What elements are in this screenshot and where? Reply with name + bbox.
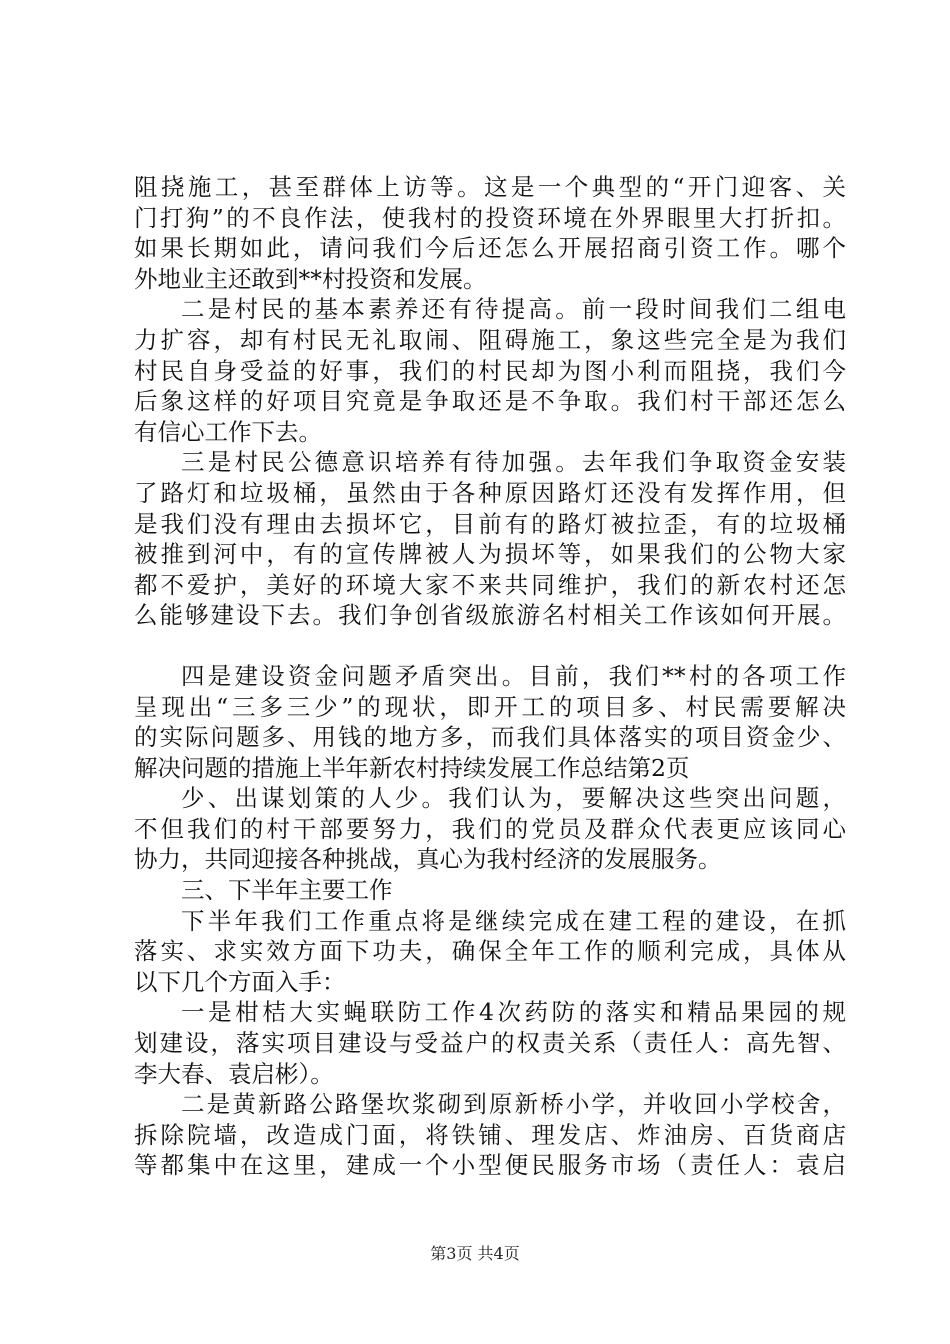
text-line: 被推到河中，有的宣传牌被人为损坏等，如果我们的公物大家 [134,540,846,569]
text-line: 李大春、袁启彬）。 [134,1059,334,1088]
text-line: 阻挠施工，甚至群体上访等。这是一个典型的“开门迎客、关 [134,173,846,201]
text-line: 四是建设资金问题矛盾突出。目前，我们**村的各项工作 [181,661,846,690]
text-line: 划建设，落实项目建设与受益户的权责关系（责任人：高先智、 [134,1029,846,1058]
text-line: 呈现出“三多三少”的现状，即开工的项目多、村民需要解决 [134,692,846,721]
text-line: 后象这样的好项目究竟是争取还是不争取。我们村干部还怎么 [134,387,846,416]
text-line: 外地业主还敢到**村投资和发展。 [134,264,487,293]
section-heading: 三、下半年主要工作 [181,876,393,905]
text-line: 门打狗”的不良作法，使我村的投资环境在外界眼里大打折扣。 [134,203,846,232]
document-body [134,172,846,1181]
text-line: 如果长期如此，请问我们今后还怎么开展招商引资工作。哪个 [134,234,846,263]
text-line: 下半年我们工作重点将是继续完成在建工程的建设，在抓 [181,906,846,935]
text-line: 等都集中在这里，建成一个小型便民服务市场（责任人：袁启 [134,1151,846,1180]
text-line: 落实、求实效方面下功夫，确保全年工作的顺利完成，具体从 [134,937,846,966]
text-line: 都不爱护，美好的环境大家不来共同维护，我们的新农村还怎 [134,570,846,599]
text-line: 协力，共同迎接各种挑战，真心为我村经济的发展服务。 [134,845,722,874]
text-line: 力扩容，却有村民无礼取闹、阻碍施工，象这些完全是为我们 [134,325,846,354]
text-line: 拆除院墙，改造成门面，将铁铺、理发店、炸油房、百货商店 [134,1120,846,1149]
text-line: 村民自身受益的好事，我们的村民却为图小利而阻挠，我们今 [134,356,846,385]
text-line: 不但我们的村干部要努力，我们的党员及群众代表更应该同心 [134,814,846,843]
text-line: 以下几个方面入手： [134,967,346,996]
text-line: 二是村民的基本素养还有待提高。前一段时间我们二组电 [181,295,846,324]
text-line: 么能够建设下去。我们争创省级旅游名村相关工作该如何开展。 [134,601,846,630]
text-line: 三是村民公德意识培养有待加强。去年我们争取资金安装 [181,448,846,477]
text-line: 的实际问题多、用钱的地方多，而我们具体落实的项目资金少、 [134,723,846,752]
text-line: 一是柑桔大实蝇联防工作4次药防的落实和精品果园的规 [181,998,846,1027]
text-line: 了路灯和垃圾桶，虽然由于各种原因路灯还没有发挥作用，但 [134,478,846,507]
text-line: 少、出谋划策的人少。我们认为，要解决这些突出问题， [181,784,846,813]
text-line: 是我们没有理由去损坏它，目前有的路灯被拉歪，有的垃圾桶 [134,509,846,538]
text-line: 有信心工作下去。 [134,417,322,446]
paragraph-gap [134,631,846,661]
text-line: 二是黄新路公路堡坎浆砌到原新桥小学，并收回小学校舍， [181,1090,846,1119]
text-line: 解决问题的措施上半年新农村持续发展工作总结第2页 [134,753,690,782]
page-number-footer: 第3页 共4页 [430,1244,520,1263]
